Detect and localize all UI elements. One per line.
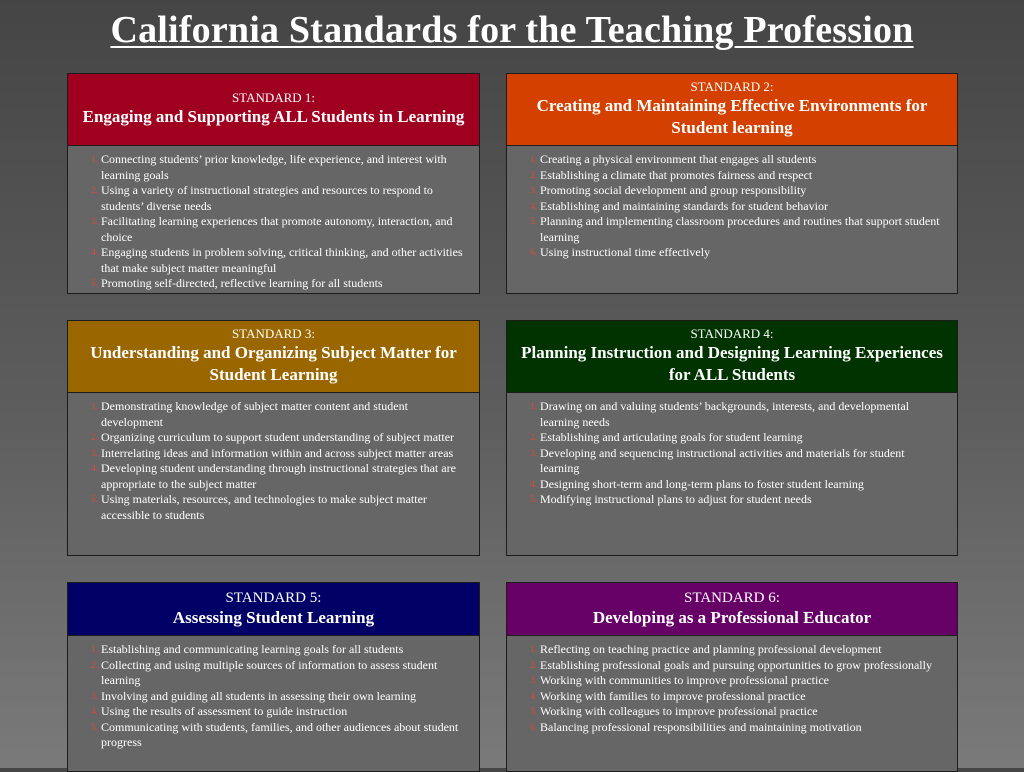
list-item-number: 5. — [91, 721, 98, 732]
standard-1-card — [67, 73, 480, 294]
list-item-number: 4. — [530, 478, 537, 489]
list-item-number: 2. — [91, 659, 98, 670]
standard-6-header — [507, 583, 957, 636]
list-item — [91, 430, 467, 446]
list-item-text: Designing short-term and long-term plans to foster student learning — [540, 476, 864, 491]
standard-6-list — [507, 636, 957, 735]
standard-1-label: STANDARD 1: — [231, 90, 316, 105]
list-item-text: Using materials, resources, and technologies to make subject matter accessible to students — [101, 492, 427, 522]
list-item-text: Working with communities to improve professional practice — [540, 673, 829, 687]
list-item-number: 1. — [91, 154, 98, 164]
list-item — [530, 719, 945, 736]
list-item-text: Connecting students’ prior knowledge, life experience, and interest with learning goals — [101, 152, 447, 182]
standard-3-header — [68, 321, 479, 393]
list-item — [91, 657, 467, 689]
list-item-number: 4. — [91, 706, 98, 716]
list-item — [530, 445, 945, 477]
list-item-number: 3. — [91, 690, 98, 701]
standard-3-card — [67, 320, 480, 556]
list-item-text: Working with families to improve professional practice — [540, 688, 806, 703]
list-item — [91, 719, 467, 751]
standard-4-title: Planning Instruction and Designing Learning Experiences for ALL Students — [521, 343, 943, 384]
list-item-number: 2. — [530, 169, 537, 180]
list-item-text: Establishing and articulating goals for student learning — [540, 430, 803, 444]
list-item-text: Promoting self-directed, reflective learning for all students — [101, 276, 383, 290]
list-item-number: 2. — [530, 659, 537, 670]
list-item — [91, 399, 467, 430]
standard-2-header — [507, 74, 957, 146]
standard-3-list — [68, 393, 479, 523]
list-item — [530, 245, 945, 261]
list-item-number: 2. — [91, 185, 98, 195]
standard-2-card — [506, 73, 958, 294]
list-item — [91, 688, 467, 705]
list-item-text: Establishing and maintaining standards for student behavior — [540, 198, 828, 213]
list-item — [530, 167, 945, 184]
list-item-text: Drawing on and valuing students’ backgrounds, interests, and developmental learning needs — [540, 399, 910, 429]
list-item-number: 1. — [91, 401, 98, 411]
list-item-number: 1. — [530, 154, 537, 164]
list-item — [91, 445, 467, 462]
list-item — [91, 492, 467, 523]
list-item-text: Developing student understanding through instructional strategies that are appropriate to the subject matter — [101, 461, 456, 491]
list-item — [91, 704, 467, 720]
standard-5-list — [68, 636, 479, 751]
list-item-number: 6. — [530, 721, 537, 732]
standard-3-label: STANDARD 3: — [231, 326, 316, 341]
list-item-number: 5. — [530, 216, 537, 226]
list-item — [530, 198, 945, 215]
list-item-text: Promoting social development and group responsibility — [540, 183, 807, 197]
list-item-text: Facilitating learning experiences that promote autonomy, interaction, and choice — [101, 214, 453, 244]
list-item-number: 2. — [91, 432, 98, 442]
standard-1-header — [68, 74, 479, 146]
list-item — [530, 399, 945, 430]
list-item — [530, 183, 945, 199]
standard-4-list — [507, 393, 957, 508]
list-item-number: 3. — [530, 675, 537, 685]
list-item — [530, 704, 945, 720]
list-item-text: Organizing curriculum to support student understanding of subject matter — [101, 430, 455, 444]
list-item — [530, 673, 945, 689]
standard-4-label: STANDARD 4: — [690, 326, 774, 341]
list-item-number: 3. — [91, 216, 98, 226]
standard-1-title: Engaging and Supporting ALL Students in Learning — [82, 107, 465, 126]
list-item-text: Interrelating ideas and information within and across subject matter areas — [101, 445, 454, 460]
standard-5-card — [67, 582, 480, 772]
list-item-number: 1. — [530, 644, 537, 654]
list-item-number: 3. — [530, 185, 537, 195]
standard-6-title: Developing as a Professional Educator — [592, 607, 872, 627]
list-item-number: 3. — [91, 447, 98, 458]
list-item — [91, 461, 467, 492]
standard-5-header — [68, 583, 479, 636]
list-item-text: Collecting and using multiple sources of information to assess student learning — [101, 657, 438, 687]
list-item-number: 1. — [530, 401, 537, 411]
list-item-text: Developing and sequencing instructional activities and materials for student learning — [540, 445, 905, 475]
list-item-text: Demonstrating knowledge of subject matter content and student development — [101, 399, 408, 429]
list-item — [530, 152, 945, 168]
list-item — [91, 276, 467, 292]
list-item-number: 5. — [91, 278, 98, 288]
list-item-number: 4. — [91, 463, 98, 473]
standard-3-title: Understanding and Organizing Subject Matter for Student Learning — [90, 343, 457, 384]
list-item-number: 4. — [530, 200, 537, 211]
standard-5-title: Assessing Student Learning — [172, 607, 375, 627]
list-item-number: 5. — [530, 494, 537, 504]
standard-2-list — [507, 146, 957, 261]
list-item — [91, 152, 467, 183]
list-item-text: Using a variety of instructional strategies and resources to respond to students’ diverse needs — [101, 183, 433, 213]
list-item-text: Engaging students in problem solving, critical thinking, and other activities that make subject matter meaningful — [101, 245, 463, 275]
standard-1-list — [68, 146, 479, 292]
standard-2-title: Creating and Maintaining Effective Environments for Student learning — [536, 96, 928, 137]
standard-5-label: STANDARD 5: — [225, 589, 322, 606]
list-item — [530, 492, 945, 508]
list-item-text: Working with colleagues to improve professional practice — [540, 704, 818, 718]
list-item — [530, 214, 945, 245]
list-item-number: 6. — [530, 247, 537, 257]
list-item — [530, 476, 945, 493]
standard-6-card — [506, 582, 958, 772]
list-item — [91, 214, 467, 245]
standard-6-label: STANDARD 6: — [684, 589, 780, 606]
list-item-number: 3. — [530, 447, 537, 458]
list-item-number: 5. — [91, 494, 98, 504]
list-item-text: Balancing professional responsibilities and maintaining motivation — [540, 719, 862, 734]
list-item — [91, 245, 467, 276]
list-item-text: Establishing professional goals and pursuing opportunities to grow professionally — [540, 657, 932, 672]
list-item-text: Involving and guiding all students in assessing their own learning — [101, 688, 416, 703]
list-item — [91, 642, 467, 658]
list-item-text: Reflecting on teaching practice and planning professional development — [540, 642, 882, 656]
list-item-text: Using instructional time effectively — [540, 245, 711, 259]
list-item-number: 1. — [91, 644, 98, 654]
list-item-number: 5. — [530, 706, 537, 716]
list-item-text: Establishing and communicating learning goals for all students — [101, 642, 404, 656]
list-item — [530, 430, 945, 446]
list-item-text: Using the results of assessment to guide instruction — [101, 704, 348, 718]
list-item-text: Planning and implementing classroom procedures and routines that support student learning — [540, 214, 940, 244]
standard-4-card — [506, 320, 958, 556]
page-title: California Standards for the Teaching Profession — [110, 9, 914, 51]
list-item-text: Establishing a climate that promotes fairness and respect — [540, 167, 813, 182]
standard-4-header — [507, 321, 957, 393]
list-item — [91, 183, 467, 214]
list-item-number: 4. — [530, 690, 537, 701]
standard-2-label: STANDARD 2: — [690, 79, 774, 94]
list-item-text: Creating a physical environment that engages all students — [540, 152, 817, 166]
list-item-text: Communicating with students, families, and other audiences about student progress — [101, 719, 459, 749]
list-item-number: 2. — [530, 432, 537, 442]
list-item — [530, 657, 945, 674]
list-item-text: Modifying instructional plans to adjust for student needs — [540, 492, 812, 506]
list-item — [530, 688, 945, 705]
list-item — [530, 642, 945, 658]
list-item-number: 4. — [91, 247, 98, 257]
